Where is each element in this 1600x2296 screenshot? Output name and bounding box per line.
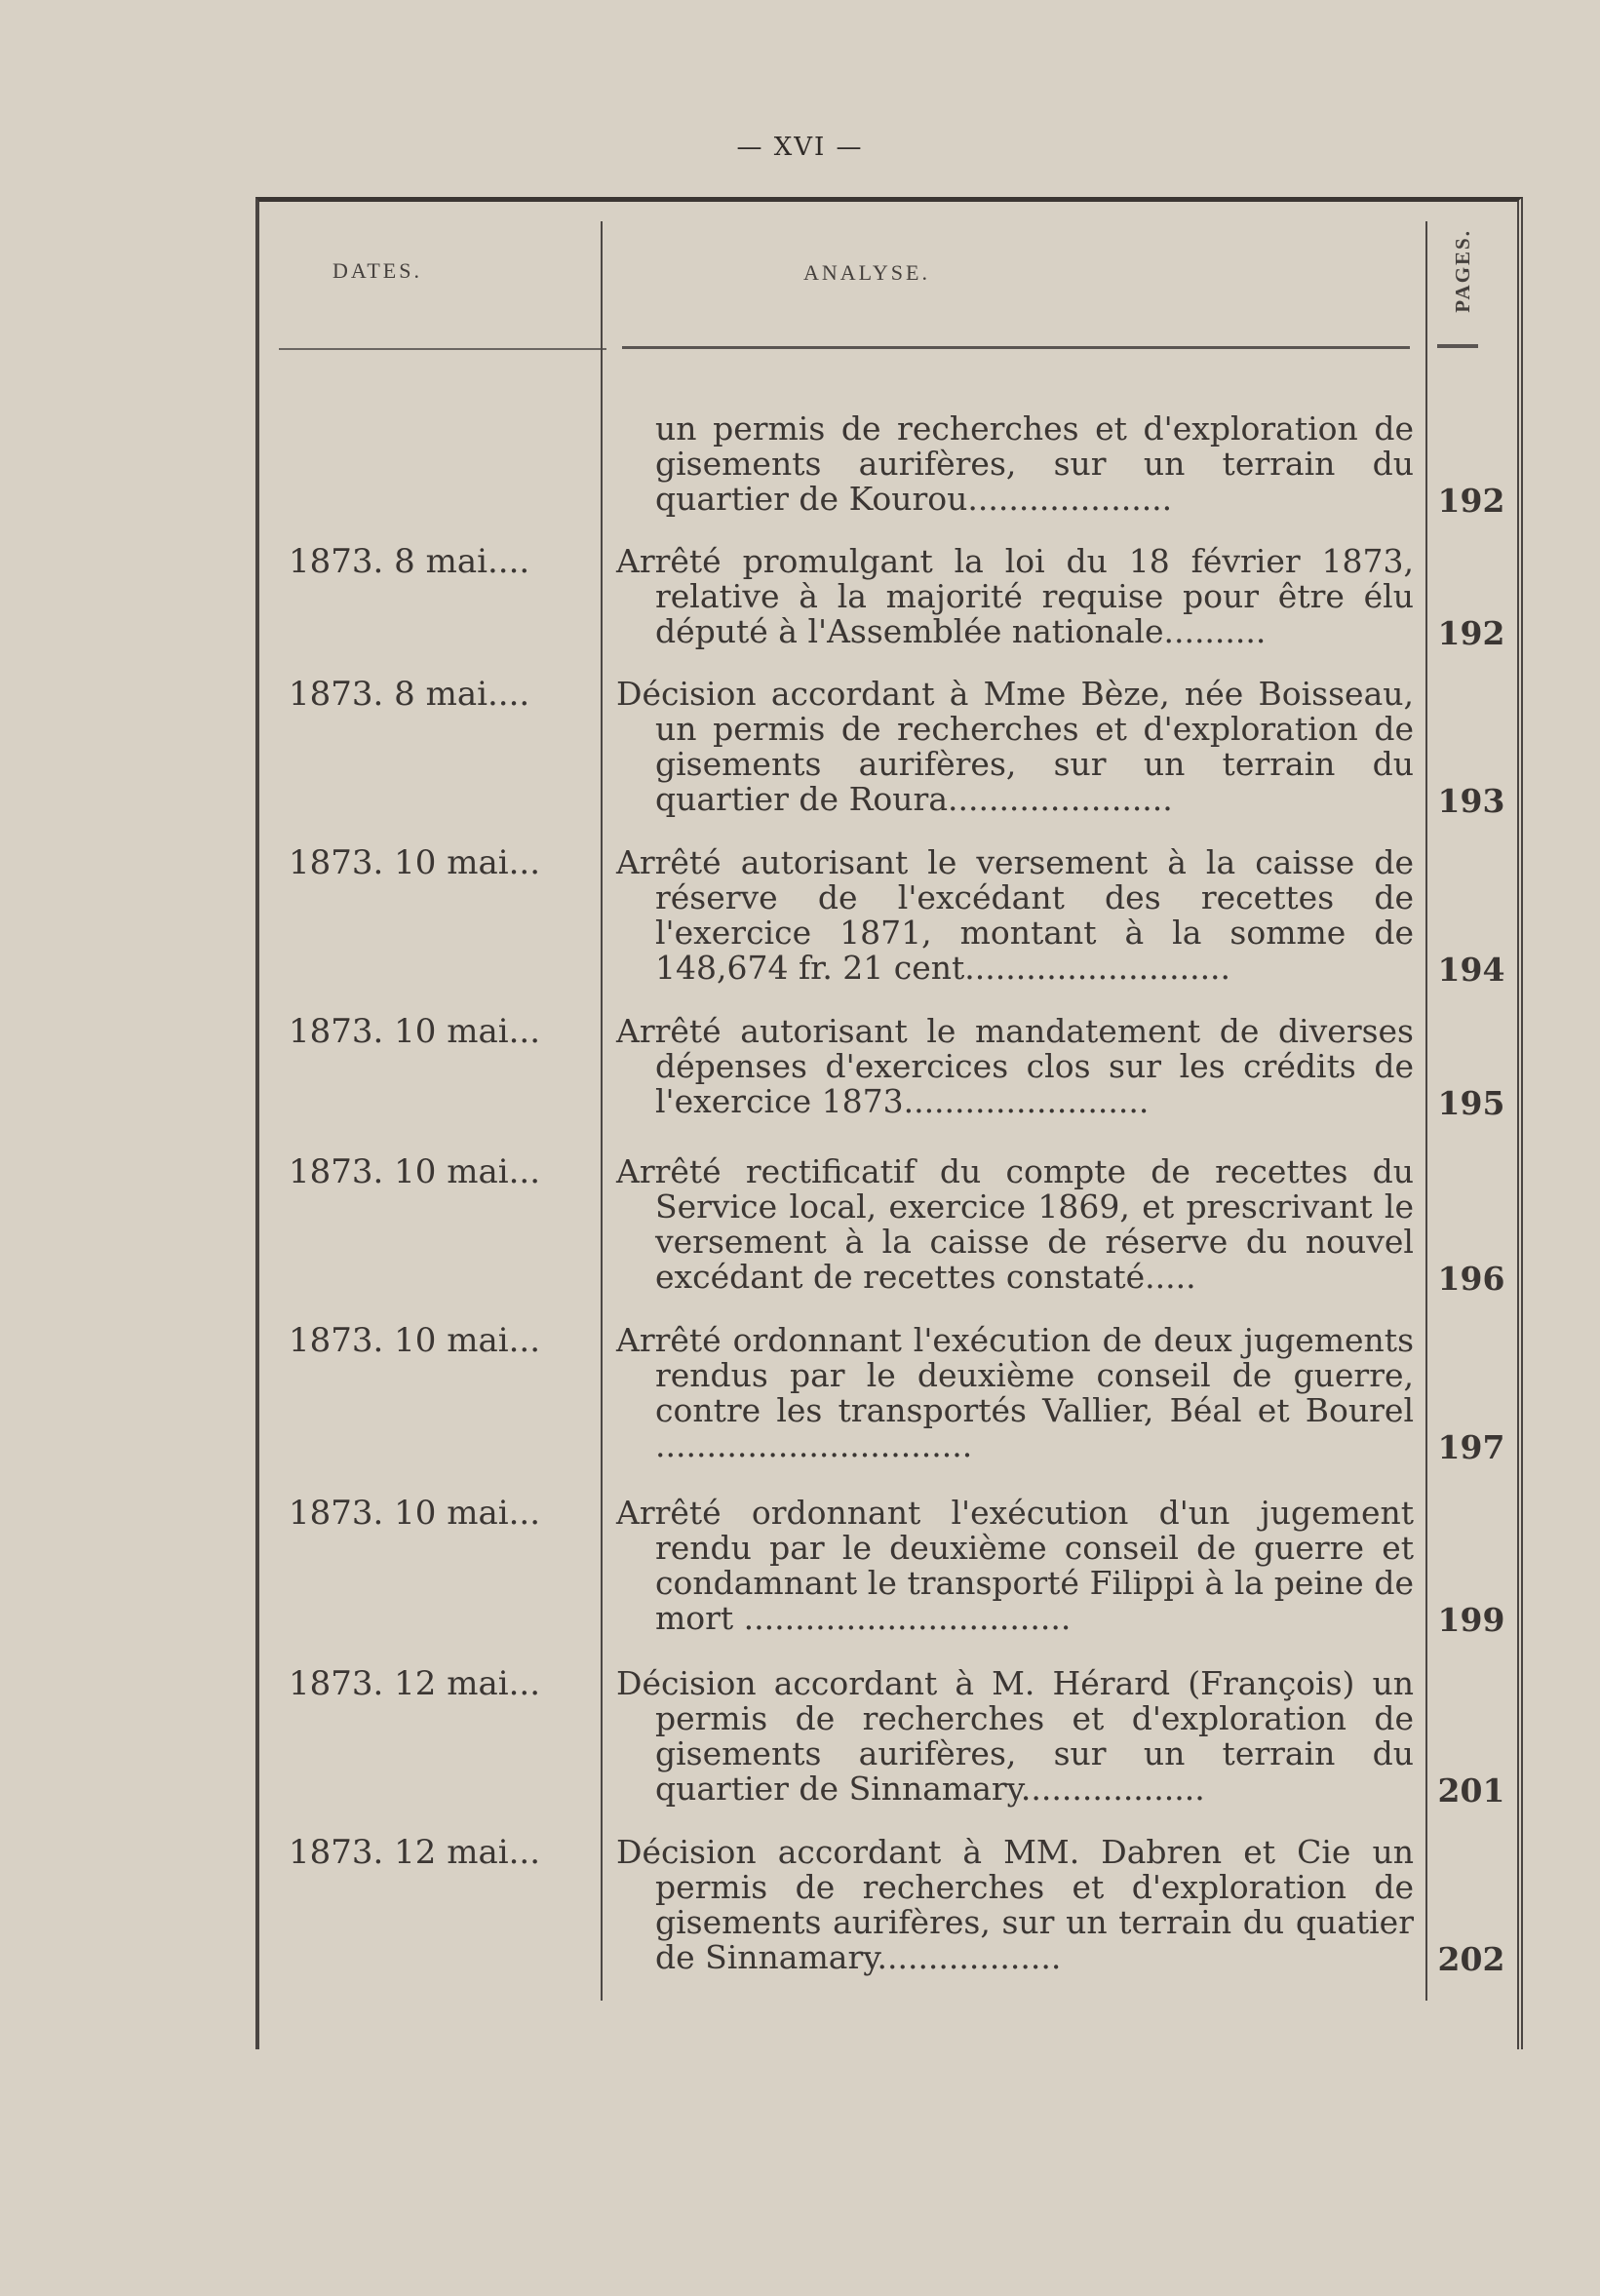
entry-analysis: Décision accordant à M. Hérard (François) un permis de recherches et d'exploration de gisements aurifères, sur un terrain du quartier de Sinnamary.................. (616, 1664, 1414, 1808)
entry-page: 194 (1437, 951, 1505, 989)
entry-analysis: Décision accordant à MM. Dabren et Cie un permis de recherches et d'exploration de gisements aurifères, sur un terrain du quatier de Sinnamary.................. (616, 1833, 1414, 1976)
entry-page: 202 (1437, 1940, 1505, 1978)
entry-page: 201 (1437, 1771, 1505, 1810)
column-header-dates: DATES. (332, 258, 422, 283)
entry-analysis: Arrêté ordonnant l'exécution d'un jugement rendu par le deuxième conseil de guerre et condamnant le transporté Filippi à la peine de mort ................................ (616, 1494, 1414, 1637)
entry-analysis: Arrêté ordonnant l'exécution de deux jugements rendus par le deuxième conseil de guerre, contre les transportés Vallier, Béal et Bourel ............................... (616, 1321, 1414, 1464)
entry-page: 199 (1437, 1601, 1505, 1639)
entry-analysis: Arrêté rectificatif du compte de recettes du Service local, exercice 1869, et prescrivant le versement à la caisse de réserve du nouvel excédant de recettes constaté..... (616, 1152, 1414, 1296)
table-of-contents (255, 197, 1523, 2049)
entry-date: 1873. 8 mai.... (289, 675, 530, 714)
column-header-pages: PAGES. (1451, 229, 1474, 313)
entry-date: 1873. 12 mai... (289, 1664, 541, 1703)
header-divider (1437, 344, 1478, 348)
column-header-analyse: ANALYSE. (803, 260, 930, 285)
entry-analysis: Arrêté autorisant le versement à la caisse de réserve de l'excédant des recettes de l'exercice 1871, montant à la somme de 148,674 fr. 21 cent.......................... (616, 843, 1414, 987)
column-divider (1425, 221, 1427, 2001)
entry-page: 197 (1437, 1428, 1505, 1466)
entry-page: 192 (1437, 482, 1505, 520)
entry-date: 1873. 10 mai... (289, 1321, 541, 1360)
header-divider (622, 346, 1410, 349)
entry-analysis: Décision accordant à Mme Bèze, née Boisseau, un permis de recherches et d'exploration de gisements aurifères, sur un terrain du quartier de Roura...................... (616, 675, 1414, 818)
entry-date: 1873. 10 mai... (289, 1494, 541, 1533)
entry-date: 1873. 10 mai... (289, 1012, 541, 1051)
entry-date: 1873. 12 mai... (289, 1833, 541, 1872)
entry-date: 1873. 8 mai.... (289, 542, 530, 581)
entry-page: 196 (1437, 1260, 1505, 1298)
entry-date: 1873. 10 mai... (289, 843, 541, 882)
header-divider (279, 348, 606, 350)
entry-analysis: Arrêté promulgant la loi du 18 février 1873, relative à la majorité requise pour être élu député à l'Assemblée nationale.......... (616, 542, 1414, 650)
entry-page: 193 (1437, 782, 1505, 820)
column-divider (601, 221, 603, 2001)
page-header: — XVI — (736, 133, 864, 162)
entry-date: 1873. 10 mai... (289, 1152, 541, 1191)
entry-analysis: un permis de recherches et d'exploration de gisements aurifères, sur un terrain du quartier de Kourou.................... (655, 409, 1414, 518)
entry-page: 195 (1437, 1084, 1505, 1122)
entry-page: 192 (1437, 614, 1505, 652)
entry-analysis: Arrêté autorisant le mandatement de diverses dépenses d'exercices clos sur les crédits de l'exercice 1873........................ (616, 1012, 1414, 1120)
